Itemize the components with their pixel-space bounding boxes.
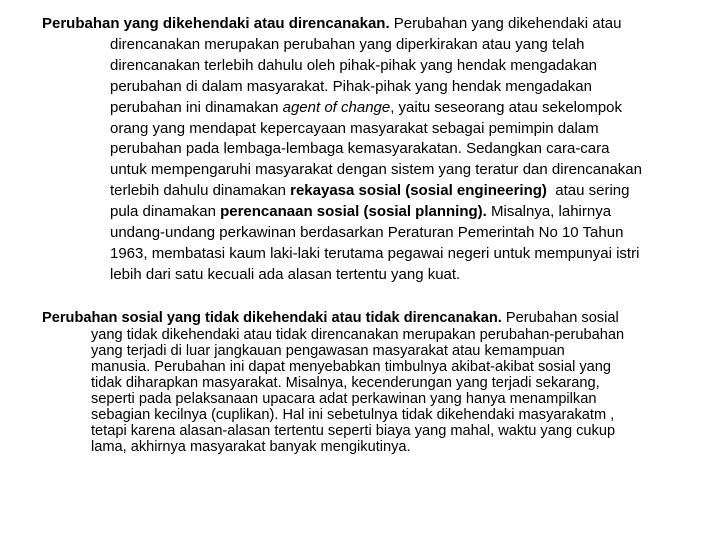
paragraph-first-line: Perubahan sosial yang tidak dikehendaki atau tidak direncanakan. Perubahan sosial (42, 310, 619, 326)
text-line: direncanakan merupakan perubahan yang diperkirakan atau yang telah (110, 35, 585, 53)
italic-term: agent of change (282, 98, 391, 116)
text-line: perubahan di dalam masyarakat. Pihak-pihak yang hendak mengadakan (110, 77, 592, 95)
text-line: lama, akhirnya masyarakat banyak mengikutinya. (91, 438, 411, 455)
text-line: manusia. Perubahan ini dapat menyebabkan timbulnya akibat-akibat sosial yang (91, 359, 612, 376)
text-line: orang yang mendapat kepercayaan masyarakat sebagai pemimpin dalam (110, 119, 599, 137)
text-line: terlebih dahulu dinamakan rekayasa sosial (sosial engineering) atau sering (110, 182, 630, 200)
paragraph-heading: Perubahan sosial yang tidak dikehendaki atau tidak direncanakan. (42, 310, 502, 326)
text-line: 1963, membatasi kaum laki-laki terutama pegawai negeri untuk mempunyai istri (110, 244, 640, 262)
text-line: yang tidak dikehendaki atau tidak direncanakan merupakan perubahan-perubahan (91, 327, 625, 344)
text-line: direncanakan terlebih dahulu oleh pihak-pihak yang hendak mengadakan (110, 56, 598, 74)
text-line: tidak diharapkan masyarakat. Misalnya, kecenderungan yang terjadi sekarang, (91, 375, 600, 392)
text-line: lebih dari satu kecuali ada alasan tertentu yang kuat. (110, 265, 461, 283)
text-line: seperti pada pelaksanaan upacara adat perkawinan yang hanya menampilkan (91, 391, 597, 408)
paragraph-planned-change (42, 14, 694, 286)
text-line: tetapi karena alasan-alasan tertentu seperti biaya yang mahal, waktu yang cukup (91, 422, 616, 439)
paragraph-heading: Perubahan yang dikehendaki atau direncanakan. (42, 15, 390, 32)
text-line: perubahan pada lembaga-lembaga kemasyarakatan. Sedangkan cara-cara (110, 140, 610, 158)
text-line: pula dinamakan perencanaan sosial (sosial planning). Misalnya, lahirnya (110, 203, 612, 221)
text-line: yang terjadi di luar jangkauan pengawasan masyarakat atau kemampuan (91, 343, 565, 360)
paragraph-body (42, 35, 694, 286)
text-line: undang-undang perkawinan berdasarkan Peraturan Pemerintah No 10 Tahun (110, 224, 624, 242)
paragraph-first-line: Perubahan yang dikehendaki atau direncanakan. Perubahan yang dikehendaki atau (42, 15, 622, 32)
text-line: perubahan ini dinamakan agent of change, yaitu seseorang atau sekelompok (110, 98, 623, 116)
bold-term: perencanaan sosial (sosial planning). (220, 203, 487, 221)
paragraph-unplanned-change (42, 311, 702, 456)
bold-term: rekayasa sosial (sosial engineering) (290, 182, 547, 200)
text-line: untuk mempengaruhi masyarakat dengan sistem yang teratur dan direncanakan (110, 161, 642, 179)
text-line: sebagian kecilnya (cuplikan). Hal ini sebetulnya tidak dikehendaki masyarakatm , (91, 406, 615, 423)
paragraph-body (42, 328, 702, 455)
